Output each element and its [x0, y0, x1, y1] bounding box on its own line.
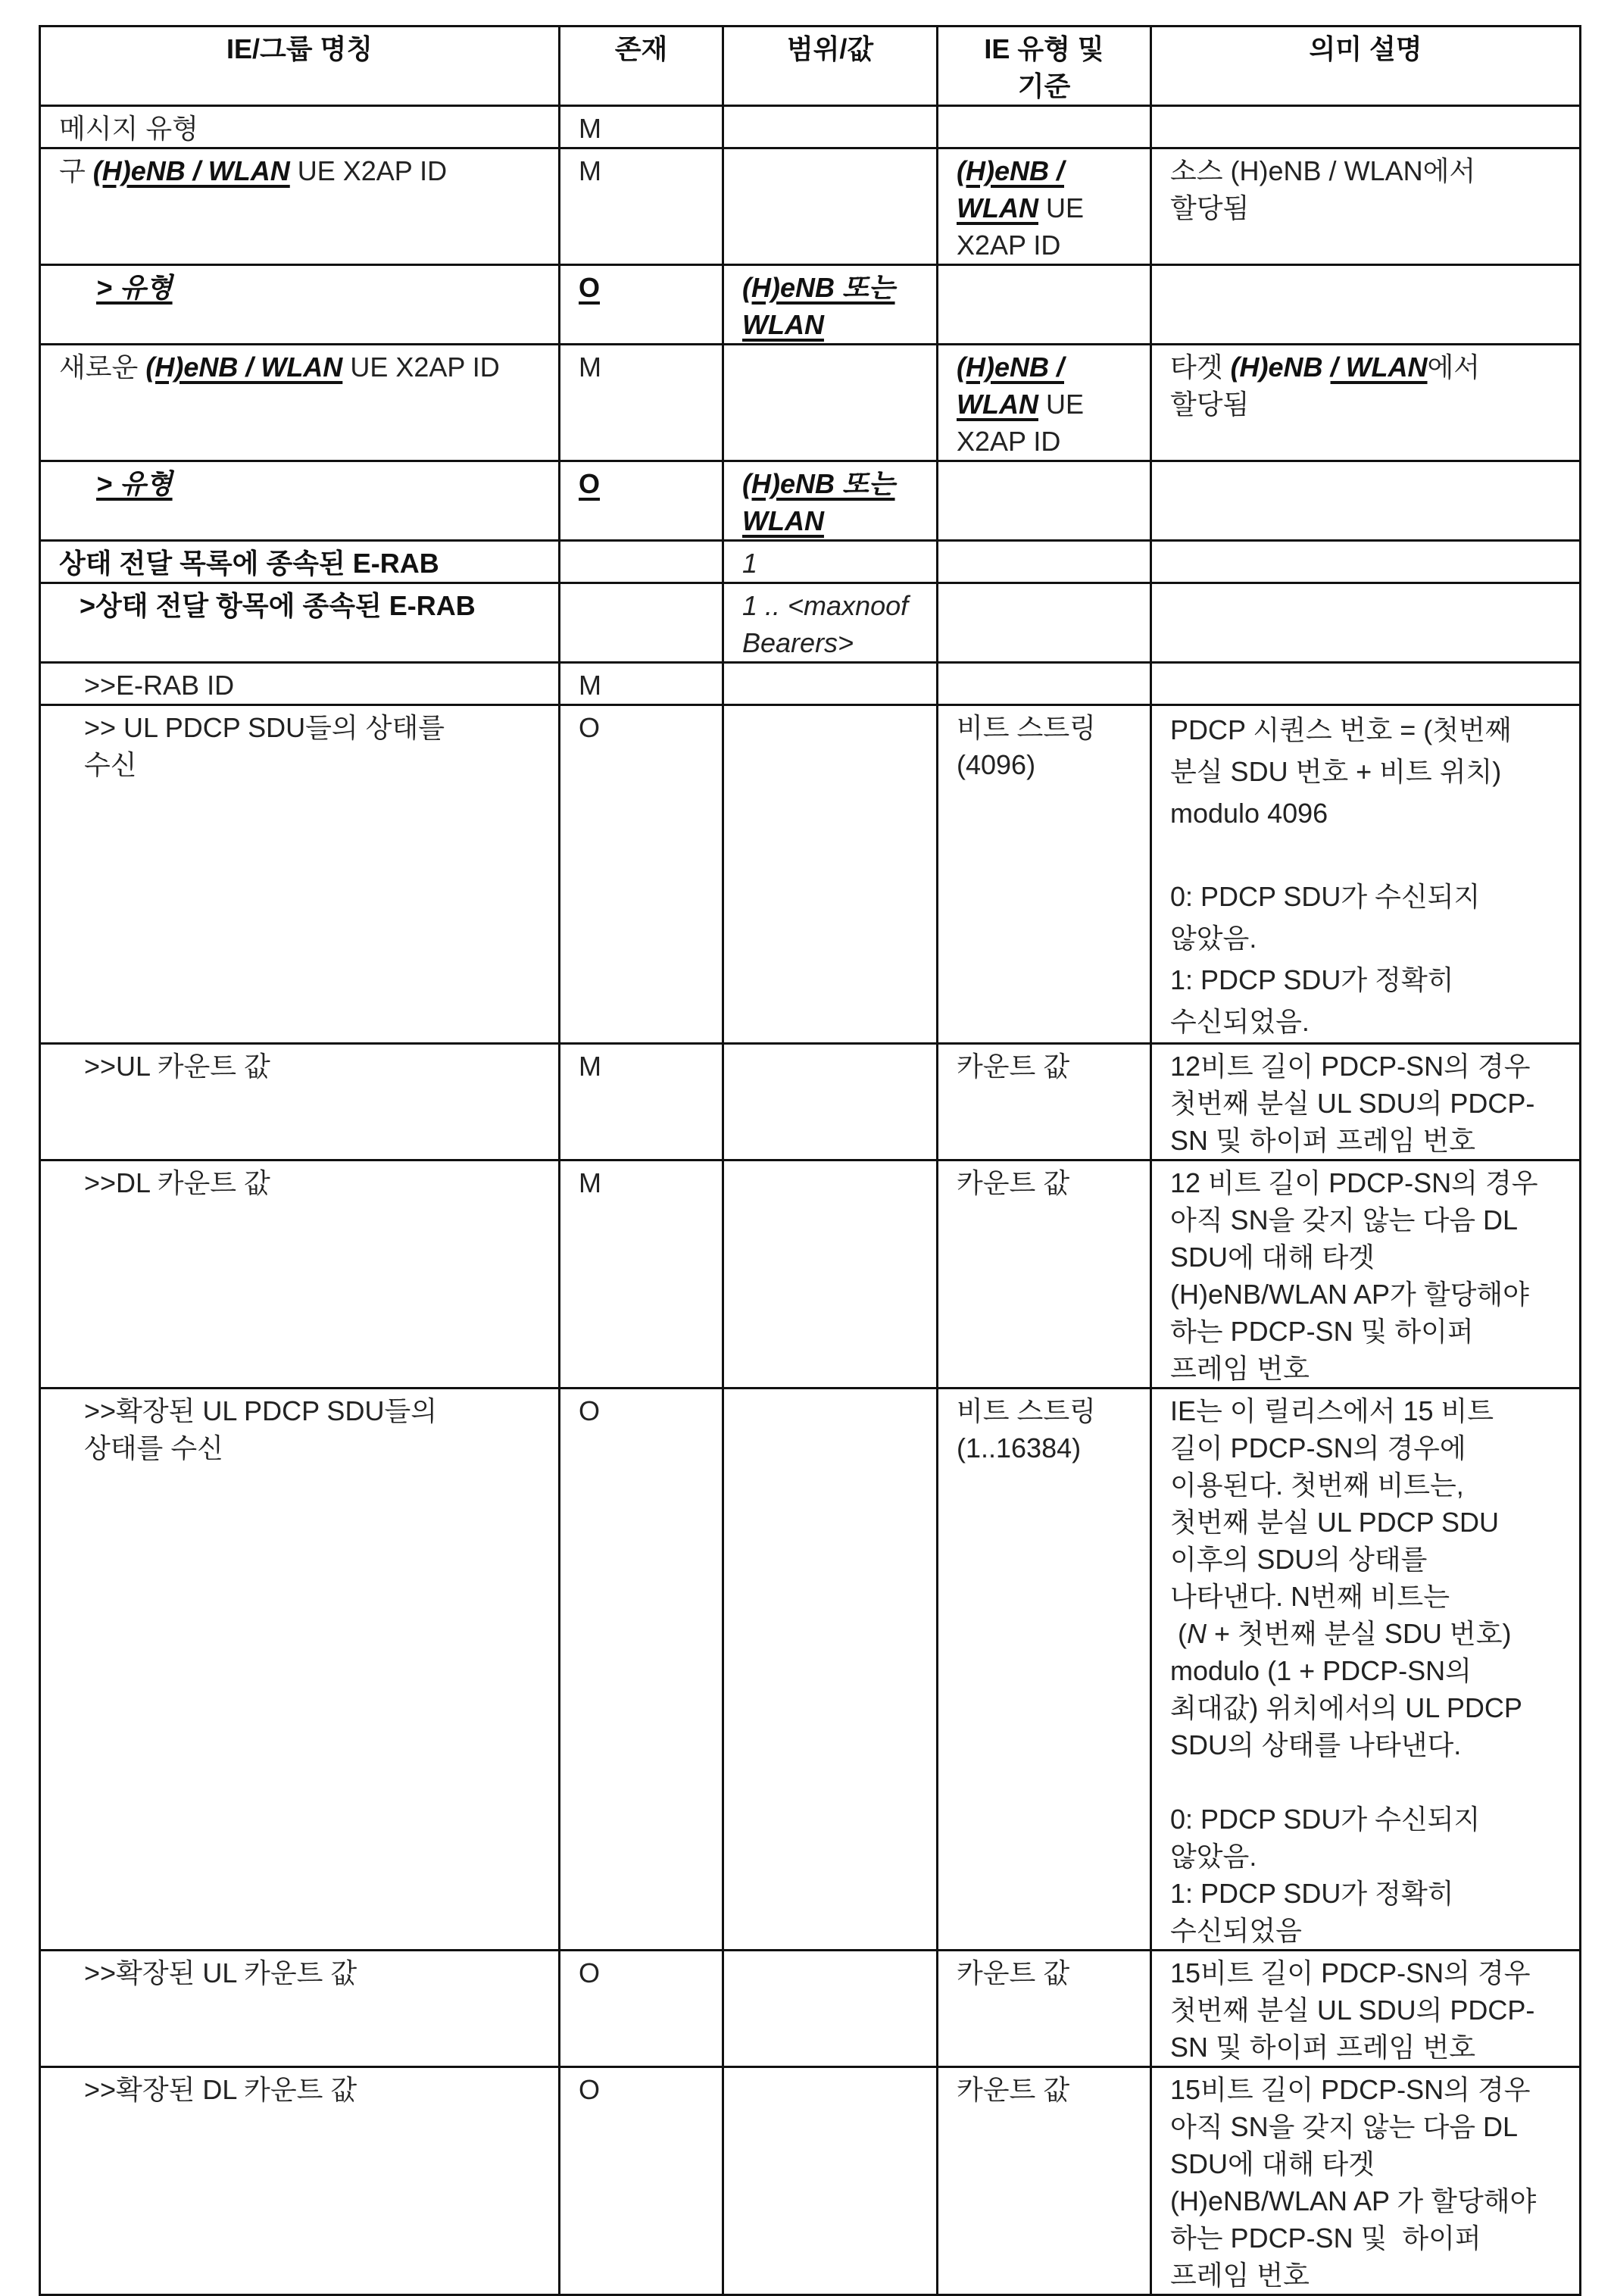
ie-name-cell: [40, 1160, 560, 1389]
cell-text: 소스 (H)eNB / WLAN에서 할당됨: [1170, 155, 1475, 223]
cell-text: 카운트 값: [957, 2074, 1069, 2105]
ie-type-cell: [938, 345, 1151, 461]
table-row: [40, 345, 1581, 461]
presence-cell: [560, 461, 723, 541]
cell-text: O: [579, 1395, 600, 1426]
cell-text: IE는 이 릴리스에서 15 비트 길이 PDCP-SN의 경우에 이용된다. 첫번째 비트는, 첫번째 분실 UL PDCP SDU 이후의 SDU의 상태를 나타낸다. N번째 비트는 (: [1170, 1395, 1499, 1649]
table-row: [40, 1951, 1581, 2067]
ie-type-cell: [938, 265, 1151, 345]
cell-text: >상태 전달 항목에 종속된 E-RAB: [80, 590, 476, 621]
semantics-cell: [1151, 461, 1581, 541]
ie-name-cell: [40, 541, 560, 583]
presence-cell: [560, 148, 723, 265]
cell-text: 비트 스트링 (1..16384): [957, 1395, 1096, 1464]
semantics-cell: [1151, 345, 1581, 461]
range-cell: [723, 2067, 938, 2295]
ie-name-cell: [40, 705, 560, 1044]
cell-text: UE X2AP ID: [342, 351, 499, 383]
semantics-cell: [1151, 705, 1581, 1044]
cell-text: 12비트 길이 PDCP-SN의 경우 첫번째 분실 UL SDU의 PDCP- SN 및 하이퍼 프레임 번호: [1170, 1051, 1534, 1156]
presence-cell: [560, 106, 723, 148]
semantics-cell: [1151, 106, 1581, 148]
semantics-cell: [1151, 148, 1581, 265]
ie-name-cell: [40, 148, 560, 265]
header-presence: 존재: [560, 27, 723, 106]
ie-name-cell: [40, 345, 560, 461]
semantics-cell: [1151, 663, 1581, 705]
range-cell: [723, 345, 938, 461]
cell-text: M: [579, 670, 601, 701]
cell-text: M: [579, 155, 601, 186]
cell-text: M: [579, 351, 601, 383]
cell-text: UE X2AP ID: [957, 192, 1084, 261]
cell-text: / WLAN: [1331, 351, 1428, 383]
ie-type-cell: [938, 1160, 1151, 1389]
cell-text: > 유형: [96, 272, 173, 303]
ie-type-cell: [938, 1044, 1151, 1160]
presence-cell: [560, 345, 723, 461]
cell-text: O: [579, 272, 600, 303]
cell-text: M: [579, 113, 601, 144]
cell-text: 카운트 값: [957, 1957, 1069, 1988]
cell-text: PDCP 시퀀스 번호 = (첫번째 분실 SDU 번호 + 비트 위치) modulo 4096 0: PDCP SDU가 수신되지 않았음. 1: PDCP SDU가 정확히 수신되었음.: [1170, 714, 1512, 1037]
range-cell: [723, 541, 938, 583]
table-row: [40, 541, 1581, 583]
semantics-cell: [1151, 2067, 1581, 2295]
cell-text: >>DL 카운트 값: [84, 1167, 270, 1198]
ie-type-cell: [938, 541, 1151, 583]
cell-text: 1 .. <maxnoof Bearers>: [742, 590, 908, 658]
ie-name-cell: [40, 461, 560, 541]
ie-name-cell: [40, 1044, 560, 1160]
cell-text: 15비트 길이 PDCP-SN의 경우 첫번째 분실 UL SDU의 PDCP- SN 및 하이퍼 프레임 번호: [1170, 1957, 1534, 2063]
ie-name-cell: [40, 2067, 560, 2295]
cell-text: + 첫번째 분실 SDU 번호) modulo (1 + PDCP-SN의 최대값) 위치에서의 UL PDCP SDU의 상태를 나타낸다. 0: PDCP SDU가 수신되지 않았음. 1: PDCP SDU가 정확히 수신되었음: [1170, 1618, 1522, 1946]
table-row: [40, 1389, 1581, 1951]
cell-text: M: [579, 1167, 601, 1198]
cell-text: (H)eNB /: [957, 351, 1064, 383]
ie-name-cell: [40, 1389, 560, 1951]
table-row: [40, 148, 1581, 265]
semantics-cell: [1151, 541, 1581, 583]
table-row: [40, 461, 1581, 541]
header-ie-type: IE 유형 및 기준: [938, 27, 1151, 106]
cell-text: O: [579, 712, 600, 743]
cell-text: >>E-RAB ID: [84, 670, 234, 701]
cell-text: >>확장된 UL PDCP SDU들의 상태를 수신: [84, 1395, 437, 1464]
presence-cell: [560, 583, 723, 663]
range-cell: [723, 1160, 938, 1389]
cell-text: 구: [59, 155, 93, 186]
ie-type-cell: [938, 1389, 1151, 1951]
presence-cell: [560, 705, 723, 1044]
cell-text: (H)eNB / WLAN: [145, 351, 342, 383]
ie-definition-table: [39, 25, 1581, 2296]
cell-text: 메시지 유형: [59, 113, 198, 144]
ie-type-cell: [938, 705, 1151, 1044]
cell-text: >>확장된 DL 카운트 값: [84, 2074, 357, 2105]
table-row: [40, 1160, 1581, 1389]
ie-name-cell: [40, 265, 560, 345]
ie-name-cell: [40, 583, 560, 663]
semantics-cell: [1151, 583, 1581, 663]
table-row: [40, 265, 1581, 345]
range-cell: [723, 148, 938, 265]
header-semantics: 의미 설명: [1151, 27, 1581, 106]
cell-text: O: [579, 1957, 600, 1988]
cell-text: M: [579, 1051, 601, 1082]
cell-text: 새로운: [59, 351, 145, 383]
cell-text: >>확장된 UL 카운트 값: [84, 1957, 357, 1988]
range-cell: [723, 106, 938, 148]
table-row: [40, 2067, 1581, 2295]
ie-type-cell: [938, 106, 1151, 148]
presence-cell: [560, 1951, 723, 2067]
cell-text: UE X2AP ID: [290, 155, 447, 186]
cell-text: >>UL 카운트 값: [84, 1051, 270, 1082]
table-row: [40, 583, 1581, 663]
ie-type-cell: [938, 148, 1151, 265]
semantics-cell: [1151, 265, 1581, 345]
ie-name-cell: [40, 663, 560, 705]
ie-type-cell: [938, 2067, 1151, 2295]
cell-text: 비트 스트링 (4096): [957, 712, 1096, 780]
ie-type-cell: [938, 461, 1151, 541]
presence-cell: [560, 1389, 723, 1951]
range-cell: [723, 1389, 938, 1951]
range-cell: [723, 705, 938, 1044]
cell-text: 타겟: [1170, 351, 1231, 383]
presence-cell: [560, 1160, 723, 1389]
ie-name-cell: [40, 1951, 560, 2067]
header-ie-group-name: IE/그룹 명칭: [40, 27, 560, 106]
cell-text: > 유형: [96, 468, 173, 499]
range-cell: [723, 1044, 938, 1160]
presence-cell: [560, 663, 723, 705]
range-cell: [723, 1951, 938, 2067]
cell-text: 1: [742, 548, 757, 579]
range-cell: [723, 663, 938, 705]
cell-text: UE X2AP ID: [957, 389, 1084, 457]
header-row: [40, 27, 1581, 106]
cell-text: WLAN: [957, 192, 1038, 223]
table-row: [40, 1044, 1581, 1160]
cell-text: (H)eNB 또는 WLAN: [742, 272, 895, 340]
table-row: [40, 705, 1581, 1044]
semantics-cell: [1151, 1044, 1581, 1160]
table-row: [40, 663, 1581, 705]
semantics-cell: [1151, 1389, 1581, 1951]
cell-text: WLAN: [957, 389, 1038, 420]
semantics-cell: [1151, 1160, 1581, 1389]
ie-type-cell: [938, 583, 1151, 663]
presence-cell: [560, 265, 723, 345]
cell-text: (H)eNB / WLAN: [93, 155, 290, 186]
ie-type-cell: [938, 1951, 1151, 2067]
cell-text: (H)eNB 또는 WLAN: [742, 468, 895, 536]
cell-text: 에서 할당됨: [1170, 351, 1480, 420]
cell-text: (H)eNB: [1231, 351, 1331, 383]
cell-text: (H)eNB /: [957, 155, 1064, 186]
presence-cell: [560, 541, 723, 583]
table-body: [40, 27, 1581, 2295]
cell-text: O: [579, 468, 600, 499]
cell-text: 카운트 값: [957, 1051, 1069, 1082]
cell-text: >> UL PDCP SDU들의 상태를 수신: [84, 712, 445, 780]
presence-cell: [560, 1044, 723, 1160]
cell-text: N: [1187, 1618, 1207, 1649]
semantics-cell: [1151, 1951, 1581, 2067]
range-cell: [723, 583, 938, 663]
cell-text: 카운트 값: [957, 1167, 1069, 1198]
cell-text: 12 비트 길이 PDCP-SN의 경우 아직 SN을 갖지 않는 다음 DL SDU에 대해 타겟 (H)eNB/WLAN AP가 할당해야 하는 PDCP-SN 및 하이퍼 프레임 번호: [1170, 1167, 1538, 1384]
cell-text: 상태 전달 목록에 종속된 E-RAB: [59, 548, 439, 579]
cell-text: O: [579, 2074, 600, 2105]
range-cell: [723, 461, 938, 541]
table-row: [40, 106, 1581, 148]
ie-type-cell: [938, 663, 1151, 705]
cell-text: 15비트 길이 PDCP-SN의 경우 아직 SN을 갖지 않는 다음 DL SDU에 대해 타겟 (H)eNB/WLAN AP 가 할당해야 하는 PDCP-SN 및 하이퍼 프레임 번호: [1170, 2074, 1536, 2291]
ie-name-cell: [40, 106, 560, 148]
header-range: 범위/값: [723, 27, 938, 106]
range-cell: [723, 265, 938, 345]
presence-cell: [560, 2067, 723, 2295]
